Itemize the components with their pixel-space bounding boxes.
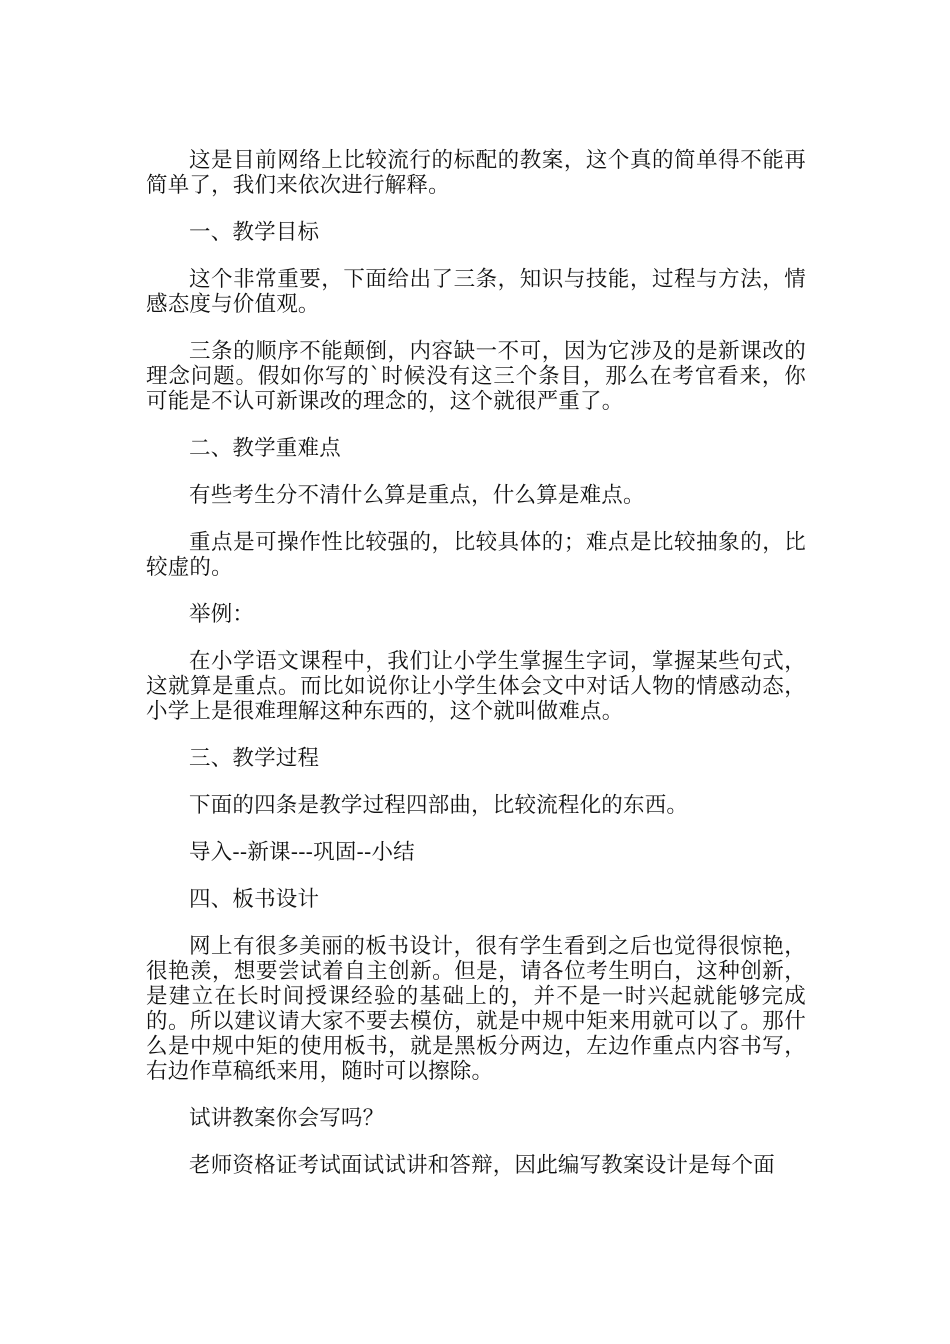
heading-teaching-process: 三、教学过程 xyxy=(189,746,320,771)
paragraph-key-vs-difficult: 重点是可操作性比较强的，比较具体的；难点是比较抽象的，比较虚的。 xyxy=(146,530,806,580)
paragraph-blackboard-text: 网上有很多美丽的板书设计，很有学生看到之后也觉得很惊艳，很艳羡，想要尝试着自主创新。但是，请各位考生明白，这种创新，是建立在长时间授课经验的基础上的，并不是一时兴起就能够完成的。所以建议请大家不要去模仿，就是中规中矩来用就可以了。那什么是中规中矩的使用板书，就是黑板分两边，左边作重点内容书写，右边作草稿纸来用，随时可以擦除。 xyxy=(146,934,806,1084)
paragraph-final: 老师资格证考试面试试讲和答辩，因此编写教案设计是每个面 xyxy=(189,1153,775,1178)
document-body xyxy=(146,148,806,1200)
paragraph-confusion: 有些考生分不清什么算是重点，什么算是难点。 xyxy=(189,483,645,508)
paragraph-process-steps: 导入--新课---巩固--小结 xyxy=(189,840,415,865)
paragraph-goals-order: 三条的顺序不能颠倒，内容缺一不可，因为它涉及的是新课改的理念问题。假如你写的`时候没有这三个条目，那么在考官看来，你可能是不认可新课改的理念的，这个就很严重了。 xyxy=(146,339,806,414)
paragraph-question: 试讲教案你会写吗？ xyxy=(189,1106,385,1131)
paragraph-example-label: 举例： xyxy=(189,602,255,627)
paragraph-goals-three: 这个非常重要，下面给出了三条，知识与技能，过程与方法，情感态度与价值观。 xyxy=(146,267,806,317)
paragraph-process-intro: 下面的四条是教学过程四部曲，比较流程化的东西。 xyxy=(189,793,689,818)
paragraph-intro: 这是目前网络上比较流行的标配的教案，这个真的简单得不能再简单了，我们来依次进行解释。 xyxy=(146,148,806,198)
heading-teaching-goals: 一、教学目标 xyxy=(189,220,320,245)
heading-blackboard-design: 四、板书设计 xyxy=(189,887,320,912)
paragraph-example-text: 在小学语文课程中，我们让小学生掌握生字词，掌握某些句式，这就算是重点。而比如说你让小学生体会文中对话人物的情感动态，小学上是很难理解这种东西的，这个就叫做难点。 xyxy=(146,649,806,724)
heading-key-difficult-points: 二、教学重难点 xyxy=(189,436,341,461)
